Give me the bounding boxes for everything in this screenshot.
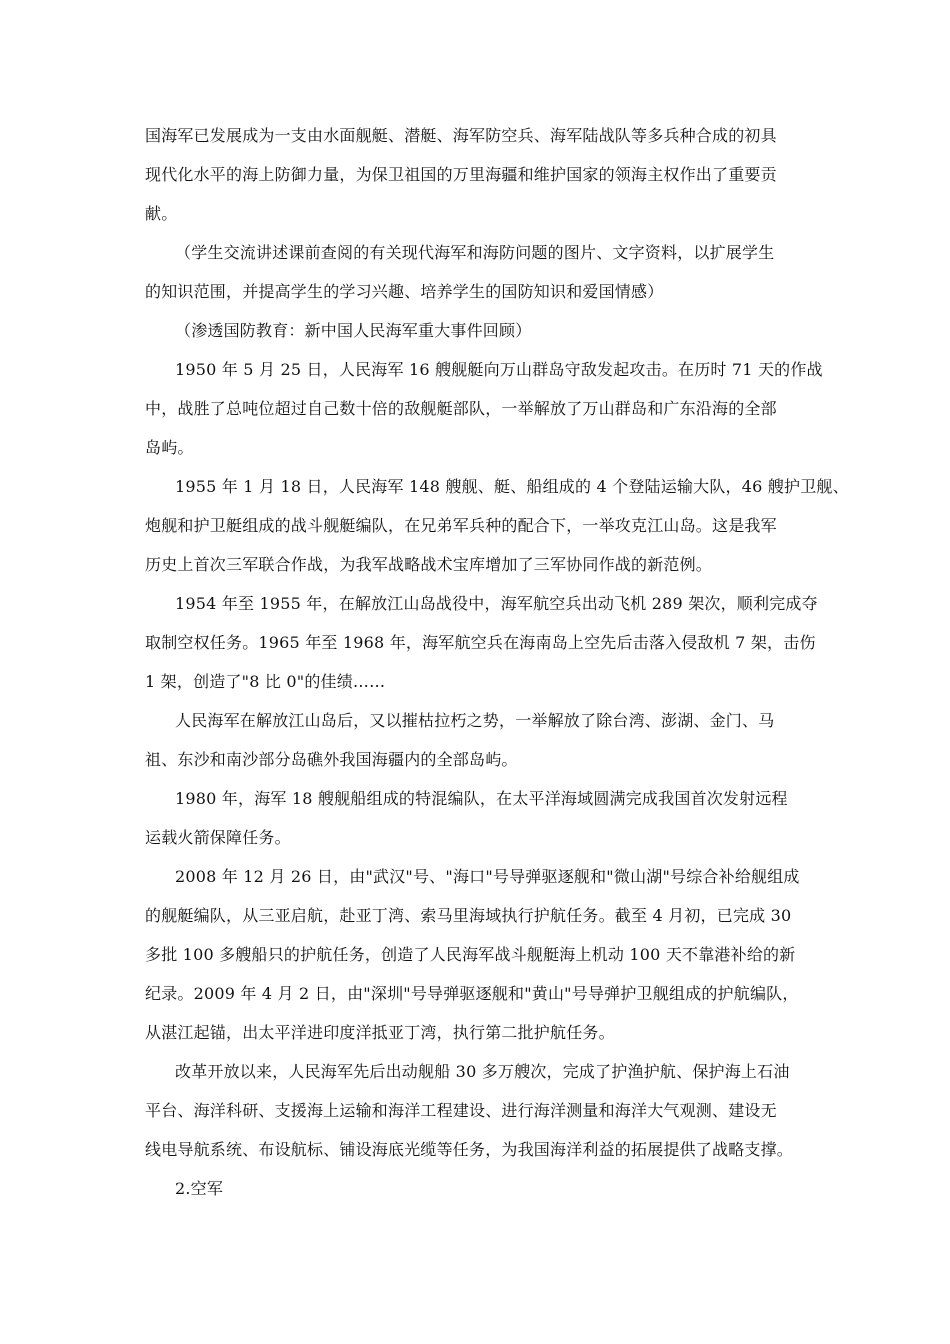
text-line: 平台、海洋科研、支援海上运输和海洋工程建设、进行海洋测量和海洋大气观测、建设无: [145, 1101, 777, 1120]
text-line: 1950 年 5 月 25 日，人民海军 16 艘舰艇向万山群岛守敌发起攻击。在历时 71 天的作战: [175, 360, 823, 379]
section-heading: （渗透国防教育：新中国人民海军重大事件回顾）: [175, 321, 532, 340]
text-line: 国海军已发展成为一支由水面舰艇、潜艇、海军防空兵、海军陆战队等多兵种合成的初具: [145, 126, 777, 145]
text-line: 祖、东沙和南沙部分岛礁外我国海疆内的全部岛屿。: [145, 750, 518, 769]
text-line: 1954 年至 1955 年，在解放江山岛战役中，海军航空兵出动飞机 289 架次，顺利完成夺: [175, 594, 818, 613]
text-line: 中，战胜了总吨位超过自己数十倍的敌舰艇部队，一举解放了万山群岛和广东沿海的全部: [145, 399, 777, 418]
text-line: 多批 100 多艘船只的护航任务，创造了人民海军战斗舰艇海上机动 100 天不靠港补给的新: [145, 945, 796, 964]
text-line: 取制空权任务。1965 年至 1968 年，海军航空兵在海南岛上空先后击落入侵敌机 7 架，击伤: [145, 633, 816, 652]
text-line: 献。: [145, 204, 178, 223]
text-line: （学生交流讲述课前查阅的有关现代海军和海防问题的图片、文字资料，以扩展学生: [175, 243, 775, 262]
text-line: 运载火箭保障任务。: [145, 828, 291, 847]
text-line: 从湛江起锚，出太平洋进印度洋抵亚丁湾，执行第二批护航任务。: [145, 1023, 615, 1042]
text-line: 线电导航系统、布设航标、铺设海底光缆等任务，为我国海洋利益的拓展提供了战略支撑。: [145, 1140, 794, 1159]
section-heading: 2.空军: [175, 1179, 224, 1198]
text-line: 1980 年，海军 18 艘舰船组成的特混编队，在太平洋海域圆满完成我国首次发射远程: [175, 789, 788, 808]
text-line: 的舰艇编队，从三亚启航，赴亚丁湾、索马里海域执行护航任务。截至 4 月初，已完成 30: [145, 906, 792, 925]
text-line: 改革开放以来，人民海军先后出动舰船 30 多万艘次，完成了护渔护航、保护海上石油: [175, 1062, 790, 1081]
text-line: 历史上首次三军联合作战，为我军战略战术宝库增加了三军协同作战的新范例。: [145, 555, 713, 574]
text-line: 纪录。2009 年 4 月 2 日，由"深圳"号导弹驱逐舰和"黄山"号导弹护卫舰组成的护航编队，: [145, 984, 799, 1003]
text-line: 2008 年 12 月 26 日，由"武汉"号、"海口"号导弹驱逐舰和"微山湖"号综合补给舰组成: [175, 867, 800, 886]
text-line: 人民海军在解放江山岛后，又以摧枯拉朽之势，一举解放了除台湾、澎湖、金门、马: [175, 711, 775, 730]
text-line: 岛屿。: [145, 438, 194, 457]
text-line: 现代化水平的海上防御力量，为保卫祖国的万里海疆和维护国家的领海主权作出了重要贡: [145, 165, 777, 184]
text-line: 1 架，创造了"8 比 0"的佳绩……: [145, 672, 386, 691]
text-line: 的知识范围，并提高学生的学习兴趣、培养学生的国防知识和爱国情感）: [145, 282, 664, 301]
text-line: 炮舰和护卫艇组成的战斗舰艇编队，在兄弟军兵种的配合下，一举攻克江山岛。这是我军: [145, 516, 777, 535]
text-line: 1955 年 1 月 18 日，人民海军 148 艘舰、艇、船组成的 4 个登陆运输大队，46 艘护卫舰、: [175, 477, 849, 496]
